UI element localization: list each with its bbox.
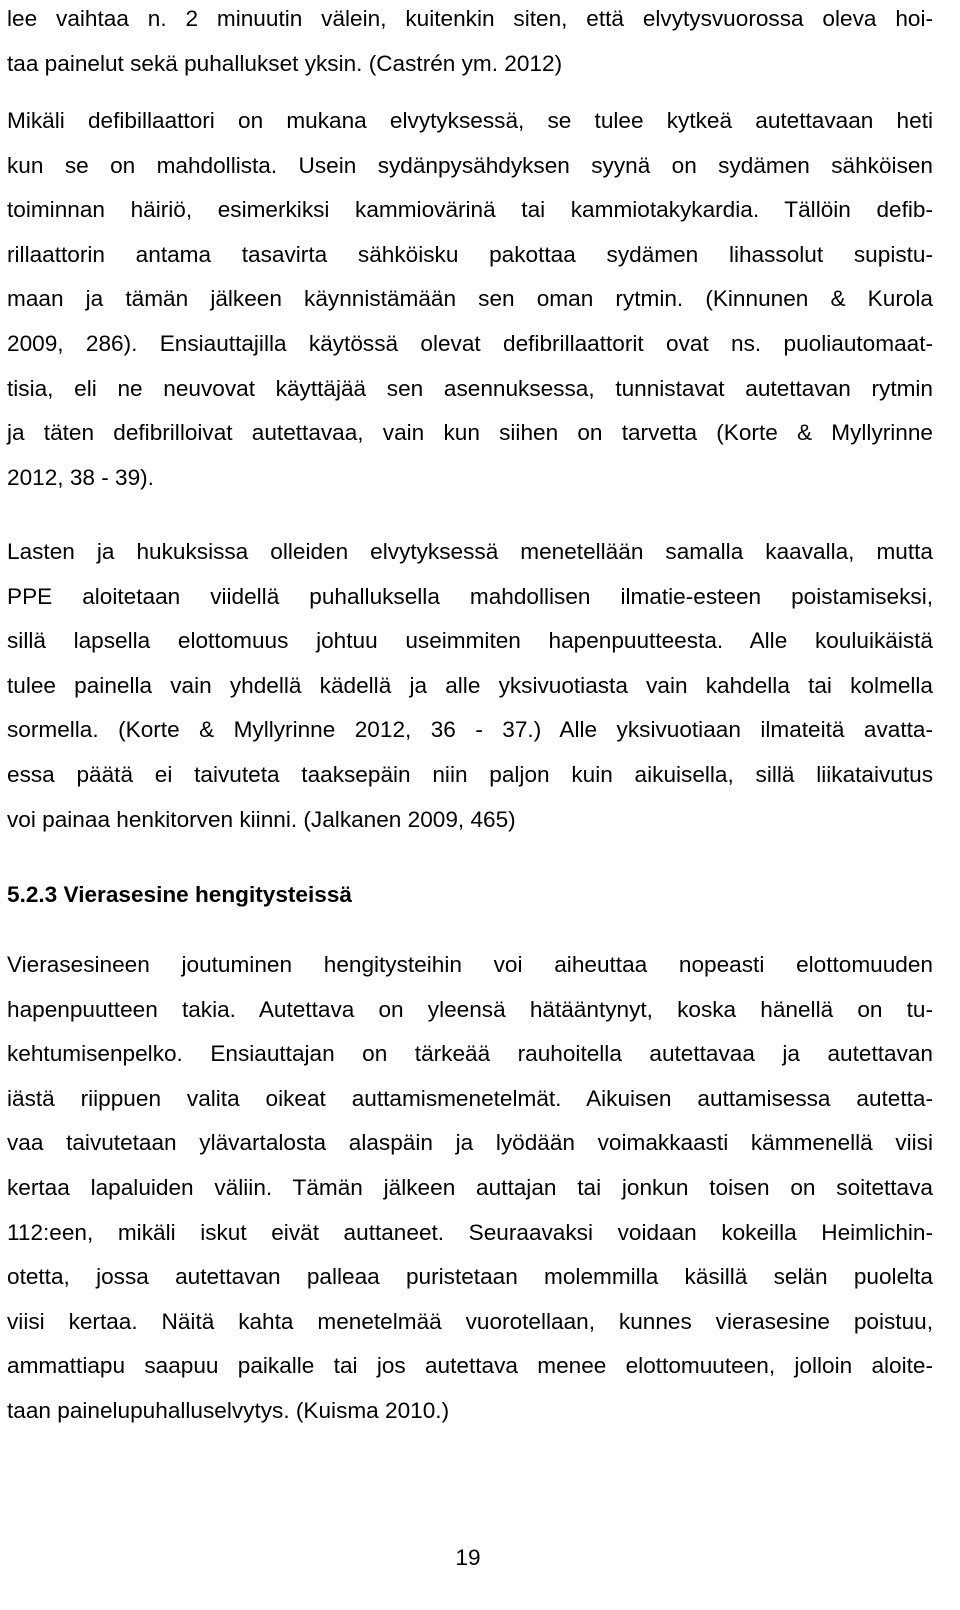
text-line: vaa taivutetaan ylävartalosta alaspäin ja lyödään voimakkaasti kämmenellä viisi	[7, 1130, 933, 1156]
text-line: kun se on mahdollista. Usein sydänpysähdyksen syynä on sydämen sähköisen	[7, 152, 933, 178]
text-line: rillaattorin antama tasavirta sähköisku pakottaa sydämen lihassolut supistu-	[7, 241, 933, 267]
page-number: 19	[455, 1545, 481, 1570]
text-line: Vierasesineen joutuminen hengitysteihin voi aiheuttaa nopeasti elottomuuden	[7, 952, 933, 977]
paragraph-defibrillator	[7, 99, 933, 500]
text-line: ja täten defibrilloivat autettavaa, vain kun siihen on tarvetta (Korte & Myllyrinne	[7, 420, 933, 446]
text-line: sormella. (Korte & Myllyrinne 2012, 36 - 37.) Alle yksivuotiaan ilmateitä avatta-	[7, 717, 933, 743]
text-line: PPE aloitetaan viidellä puhalluksella mahdollisen ilmatie-esteen poistamiseksi,	[7, 583, 933, 609]
text-line: lee vaihtaa n. 2 minuutin välein, kuitenkin siten, että elvytysvuorossa oleva hoi-	[7, 6, 933, 31]
text-line: essa päätä ei taivuteta taaksepäin niin paljon kuin aikuisella, sillä liikataivutus	[7, 761, 933, 787]
text-line: toiminnan häiriö, esimerkiksi kammiovärinä tai kammiotakykardia. Tällöin defib-	[7, 197, 933, 223]
text-line: tulee painella vain yhdellä kädellä ja alle yksivuotiasta vain kahdella tai kolmella	[7, 672, 933, 698]
text-line: voi painaa henkitorven kiinni. (Jalkanen 2009, 465)	[7, 806, 516, 832]
text-line: kehtumisenpelko. Ensiauttajan on tärkeää rauhoitella autettavaa ja autettavan	[7, 1041, 933, 1067]
section-heading: 5.2.3 Vierasesine hengitysteissä	[7, 882, 352, 907]
text-line: iästä riippuen valita oikeat auttamismenetelmät. Aikuisen auttamisessa autetta-	[7, 1085, 933, 1111]
text-line: taan painelupuhalluselvytys. (Kuisma 2010.)	[7, 1397, 450, 1423]
paragraph-foreign-body	[7, 943, 933, 1434]
text-line: 2012, 38 - 39).	[7, 464, 154, 490]
text-line: Mikäli defibillaattori on mukana elvytyksessä, se tulee kytkeä autettavaan heti	[7, 108, 933, 133]
text-line: maan ja tämän jälkeen käynnistämään sen oman rytmin. (Kinnunen & Kurola	[7, 286, 933, 312]
text-line: Lasten ja hukuksissa olleiden elvytyksessä menetellään samalla kaavalla, mutta	[7, 539, 933, 564]
text-line: ammattiapu saapuu paikalle tai jos autettava menee elottomuuteen, jolloin aloite-	[7, 1353, 933, 1379]
text-line: sillä lapsella elottomuus johtuu useimmiten hapenpuutteesta. Alle kouluikäistä	[7, 628, 933, 654]
text-line: hapenpuutteen takia. Autettava on yleensä hätääntynyt, koska hänellä on tu-	[7, 996, 933, 1022]
text-line: 2009, 286). Ensiauttajilla käytössä olevat defibrillaattorit ovat ns. puoliautomaat-	[7, 330, 933, 356]
text-line: taa painelut sekä puhallukset yksin. (Castrén ym. 2012)	[7, 50, 563, 76]
text-line: 112:een, mikäli iskut eivät auttaneet. Seuraavaksi voidaan kokeilla Heimlichin-	[7, 1219, 933, 1245]
text-line: otetta, jossa autettavan palleaa puristetaan molemmilla käsillä selän puolelta	[7, 1264, 933, 1290]
paragraph-children-cpr	[7, 530, 933, 842]
text-line: viisi kertaa. Näitä kahta menetelmää vuorotellaan, kunnes vierasesine poistuu,	[7, 1308, 933, 1334]
text-line: tisia, eli ne neuvovat käyttäjää sen asennuksessa, tunnistavat autettavan rytmin	[7, 375, 933, 401]
paragraph-cpr-continued	[7, 0, 933, 86]
text-line: kertaa lapaluiden väliin. Tämän jälkeen auttajan tai jonkun toisen on soitettava	[7, 1174, 933, 1200]
